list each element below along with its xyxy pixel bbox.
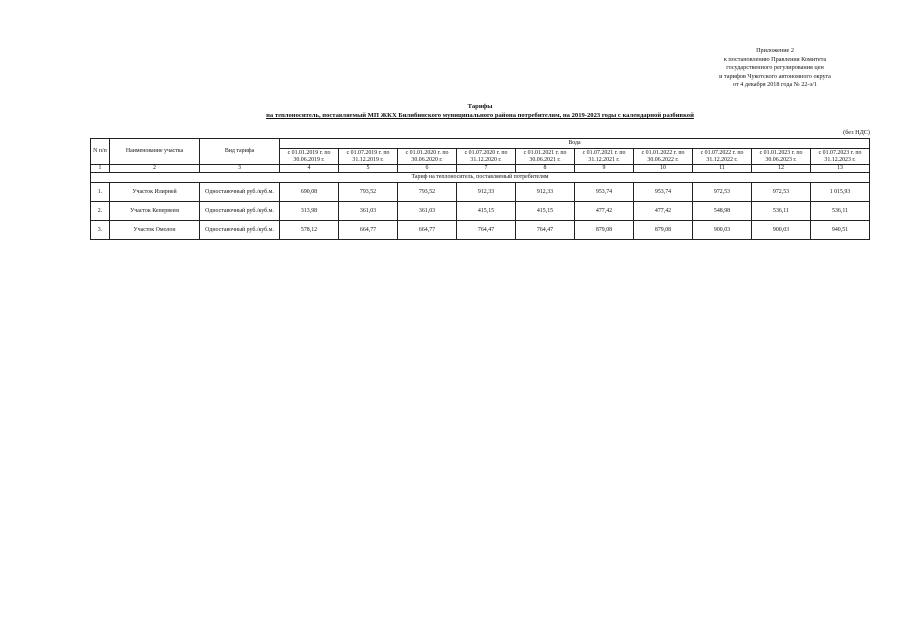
- tariff-value: 415,15: [457, 202, 516, 221]
- period-header: [811, 149, 870, 165]
- column-index: 2: [110, 165, 200, 173]
- period-to: 31.12.2023 г.: [824, 156, 856, 163]
- period-from: с 01.07.2020 г. по: [464, 149, 508, 156]
- header-num: N п/п: [91, 139, 110, 165]
- period-header: [634, 149, 693, 165]
- period-header: [752, 149, 811, 165]
- column-index: 11: [693, 165, 752, 173]
- tariff-value: 972,53: [752, 183, 811, 202]
- tariff-value: 1 015,93: [811, 183, 870, 202]
- appendix-line: и тарифов Чукотского автономного округа: [719, 72, 831, 80]
- tariff-value: 548,98: [693, 202, 752, 221]
- tariff-value: 664,77: [339, 221, 398, 240]
- tariff-value: 953,74: [634, 183, 693, 202]
- tariff-value: 793,52: [339, 183, 398, 202]
- period-to: 31.12.2020 г.: [470, 156, 502, 163]
- period-from: с 01.01.2022 г. по: [641, 149, 685, 156]
- period-from: с 01.01.2019 г. по: [287, 149, 331, 156]
- header-site: Наименование участка: [110, 139, 200, 165]
- column-index: 7: [457, 165, 516, 173]
- period-from: с 01.07.2022 г. по: [700, 149, 744, 156]
- column-index: 3: [200, 165, 280, 173]
- period-from: с 01.07.2021 г. по: [582, 149, 626, 156]
- tariff-value: 940,51: [811, 221, 870, 240]
- period-to: 31.12.2019 г.: [352, 156, 384, 163]
- period-from: с 01.01.2023 г. по: [759, 149, 803, 156]
- period-from: с 01.01.2021 г. по: [523, 149, 567, 156]
- period-from: с 01.01.2020 г. по: [405, 149, 449, 156]
- tariff-value: 900,03: [693, 221, 752, 240]
- tariff-value: 536,11: [752, 202, 811, 221]
- header-water-group: Вода: [280, 139, 870, 149]
- document-title: [90, 102, 870, 120]
- period-header: [280, 149, 339, 165]
- row-site: Участок Илирней: [110, 183, 200, 202]
- table-row: [91, 183, 870, 202]
- table-row: [91, 202, 870, 221]
- row-tariff-type: Одноставочный руб./куб.м.: [200, 202, 280, 221]
- tariff-value: 953,74: [575, 183, 634, 202]
- tariff-value: 900,03: [752, 221, 811, 240]
- row-tariff-type: Одноставочный руб./куб.м.: [200, 183, 280, 202]
- appendix-line: к постановлению Правления Комитета: [723, 55, 827, 63]
- tariff-value: 361,03: [398, 202, 457, 221]
- row-num: 2.: [91, 202, 110, 221]
- tariff-value: 972,53: [693, 183, 752, 202]
- appendix-line: Приложение 2: [756, 47, 794, 54]
- tariff-value: 361,03: [339, 202, 398, 221]
- period-to: 30.06.2020 г.: [411, 156, 443, 163]
- column-index: 6: [398, 165, 457, 173]
- period-to: 31.12.2022 г.: [706, 156, 738, 163]
- tariff-value: 536,11: [811, 202, 870, 221]
- period-header: [693, 149, 752, 165]
- column-index: 4: [280, 165, 339, 173]
- appendix-line: от 4 декабря 2018 года № 22-э/1: [733, 81, 817, 89]
- row-num: 3.: [91, 221, 110, 240]
- title-subtitle: на теплоноситель, поставляемый МП ЖКХ Билибинского муниципального района потребителям, на 2019-2023 годы с календарной разбивкой: [266, 112, 694, 119]
- period-to: 31.12.2021 г.: [588, 156, 620, 163]
- period-from: с 01.07.2019 г. по: [346, 149, 390, 156]
- column-index: 8: [516, 165, 575, 173]
- tariff-value: 764,47: [516, 221, 575, 240]
- period-to: 30.06.2021 г.: [529, 156, 561, 163]
- period-header: [398, 149, 457, 165]
- tariff-value: 912,33: [457, 183, 516, 202]
- column-index: 9: [575, 165, 634, 173]
- row-num: 1.: [91, 183, 110, 202]
- tariff-value: 793,52: [398, 183, 457, 202]
- period-header: [516, 149, 575, 165]
- tariff-value: 764,47: [457, 221, 516, 240]
- row-site: Участок Омолон: [110, 221, 200, 240]
- appendix-header: [690, 47, 860, 90]
- title-main: Тарифы: [467, 103, 493, 110]
- period-from: с 01.07.2023 г. по: [818, 149, 862, 156]
- header-tariff-type: Вид тарифа: [200, 139, 280, 165]
- column-index: 12: [752, 165, 811, 173]
- period-header: [457, 149, 516, 165]
- tariff-value: 578,12: [280, 221, 339, 240]
- section-row: [91, 173, 870, 183]
- period-to: 30.06.2023 г.: [765, 156, 797, 163]
- period-header: [575, 149, 634, 165]
- column-index: 10: [634, 165, 693, 173]
- column-index: 1: [91, 165, 110, 173]
- tariff-value: 313,98: [280, 202, 339, 221]
- tariff-value: 912,33: [516, 183, 575, 202]
- column-index: 13: [811, 165, 870, 173]
- row-site: Участок Кепервеем: [110, 202, 200, 221]
- period-to: 30.06.2019 г.: [293, 156, 325, 163]
- tariff-table: [90, 138, 870, 240]
- tariff-value: 664,77: [398, 221, 457, 240]
- tariff-value: 690,08: [280, 183, 339, 202]
- section-label: Тариф на теплоноситель, поставляемый потребителям: [91, 173, 870, 183]
- period-to: 30.06.2022 г.: [647, 156, 679, 163]
- tariff-value: 879,08: [634, 221, 693, 240]
- row-tariff-type: Одноставочный руб./куб.м.: [200, 221, 280, 240]
- column-index: 5: [339, 165, 398, 173]
- tariff-value: 415,15: [516, 202, 575, 221]
- appendix-line: государственного регулирования цен: [726, 64, 824, 72]
- column-index-row: [91, 165, 870, 173]
- table-row: [91, 221, 870, 240]
- tariff-value: 477,42: [634, 202, 693, 221]
- unit-note: (без НДС): [843, 129, 870, 136]
- period-header: [339, 149, 398, 165]
- tariff-value: 879,08: [575, 221, 634, 240]
- tariff-value: 477,42: [575, 202, 634, 221]
